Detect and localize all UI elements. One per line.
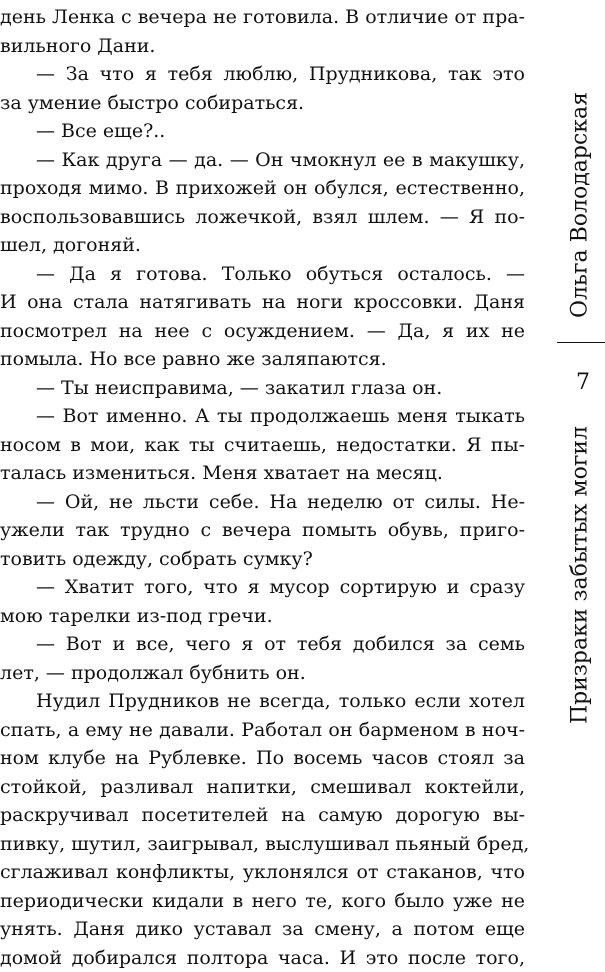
text-line: — За что я тебя люблю, Прудникова, так это	[36, 60, 525, 89]
text-line: ном клубе на Рублевке. По восемь часов стоял за	[0, 744, 525, 773]
text-line: — Ты неисправима, — закатил глаза он.	[36, 374, 525, 403]
text-line: помыла. Но все равно же заляпаются.	[0, 345, 525, 374]
running-head-rule	[557, 342, 605, 343]
text-line: лет, — продолжал бубнить он.	[0, 659, 525, 688]
text-line: пивку, шутил, заигрывал, выслушивал пьяный бред,	[0, 830, 525, 859]
text-line: — Ой, не льсти себе. На неделю от силы. Не-	[36, 488, 525, 517]
text-line: Нудил Прудников не всегда, только если хотел	[36, 687, 525, 716]
text-line: вильного Дани.	[0, 32, 525, 61]
text-line: унять. Даня дико уставал за смену, а потом еще	[0, 915, 525, 944]
book-title: Призраки забытых могил	[568, 426, 593, 724]
text-line: мою тарелки из-под гречи.	[0, 602, 525, 631]
running-head	[555, 0, 605, 967]
text-line: — Вот и все, чего я от тебя добился за семь	[36, 630, 525, 659]
text-line: периодически кидали в него те, кого было уже не	[0, 887, 525, 916]
text-line: шел, догоняй.	[0, 231, 525, 260]
text-line: спать, а ему не давали. Работал он барменом в ноч-	[0, 716, 525, 745]
text-line: за умение быстро собираться.	[0, 89, 525, 118]
text-line: товить одежду, собрать сумку?	[0, 545, 525, 574]
text-line: день Ленка с вечера не готовила. В отличие от пра-	[0, 3, 525, 32]
author-name: Ольга Володарская	[568, 92, 593, 318]
text-line: воспользовавшись ложечкой, взял шлем. — Я по-	[0, 203, 525, 232]
text-line: носом в мои, как ты считаешь, недостатки. Я пы-	[0, 431, 525, 460]
text-line: сглаживал конфликты, уклонялся от стаканов, что	[0, 858, 525, 887]
text-line: — Да я готова. Только обуться осталось. —	[36, 260, 525, 289]
text-line: ужели так трудно с вечера помыть обувь, приго-	[0, 516, 525, 545]
text-line: домой добирался полтора часа. И это после того,	[0, 944, 525, 972]
text-line: проходя мимо. В прихожей он обулся, естественно,	[0, 174, 525, 203]
text-line: — Как друга — да. — Он чмокнул ее в макушку,	[36, 146, 525, 175]
text-line: — Хватит того, что я мусор сортирую и сразу	[36, 573, 525, 602]
text-line: талась измениться. Меня хватает на месяц.	[0, 459, 525, 488]
text-line: — Все еще?..	[36, 117, 525, 146]
text-line: стойкой, разливал напитки, смешивал коктейли,	[0, 773, 525, 802]
text-line: посмотрел на нее с осуждением. — Да, я их не	[0, 317, 525, 346]
text-line: раскручивал посетителей на самую дорогую вы-	[0, 801, 525, 830]
text-line: И она стала натягивать на ноги кроссовки. Даня	[0, 288, 525, 317]
text-line: — Вот именно. А ты продолжаешь меня тыкать	[36, 402, 525, 431]
page-number: 7	[576, 370, 590, 396]
